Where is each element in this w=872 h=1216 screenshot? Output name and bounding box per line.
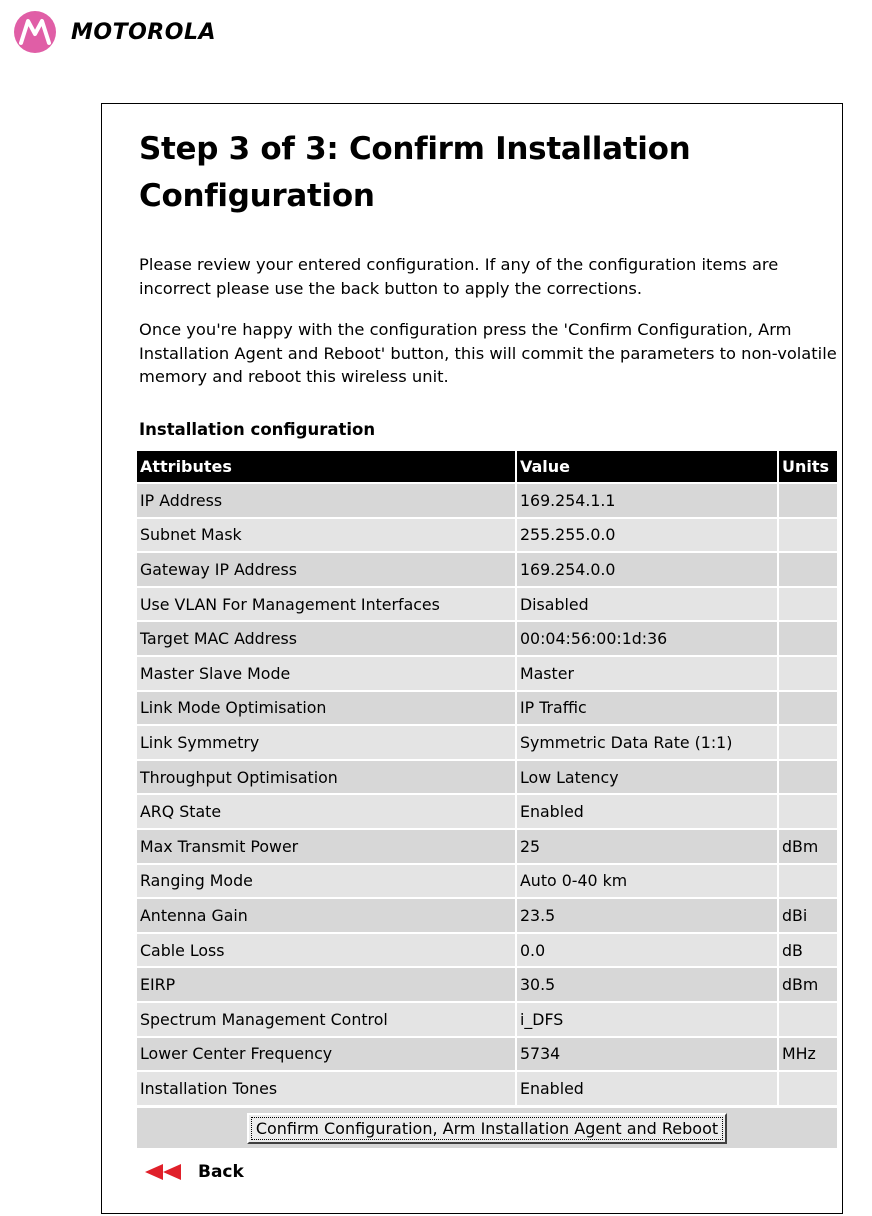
- attribute-cell: Link Mode Optimisation: [137, 692, 515, 725]
- attribute-cell: EIRP: [137, 968, 515, 1001]
- attribute-cell: Max Transmit Power: [137, 830, 515, 863]
- value-cell: Auto 0-40 km: [517, 865, 777, 898]
- value-cell: 25: [517, 830, 777, 863]
- value-cell: Master: [517, 657, 777, 690]
- motorola-batwing-icon: [13, 10, 57, 54]
- value-cell: 00:04:56:00:1d:36: [517, 622, 777, 655]
- table-row: [137, 934, 837, 967]
- column-header-attributes: Attributes: [137, 451, 515, 482]
- attribute-cell: Link Symmetry: [137, 726, 515, 759]
- value-cell: 0.0: [517, 934, 777, 967]
- units-cell: [779, 795, 837, 828]
- units-cell: [779, 622, 837, 655]
- instructions-review: Please review your entered configuration. If any of the configuration items are incorrect please use the back button to apply the corrections.: [139, 255, 779, 298]
- units-cell: MHz: [779, 1038, 837, 1071]
- units-cell: [779, 553, 837, 586]
- value-cell: Enabled: [517, 1072, 777, 1105]
- attribute-cell: Gateway IP Address: [137, 553, 515, 586]
- value-cell: 255.255.0.0: [517, 519, 777, 552]
- attribute-cell: ARQ State: [137, 795, 515, 828]
- installation-config-table: [135, 449, 839, 1107]
- table-row: [137, 1038, 837, 1071]
- attribute-cell: Ranging Mode: [137, 865, 515, 898]
- table-row: [137, 830, 837, 863]
- units-cell: [779, 1072, 837, 1105]
- table-row: [137, 726, 837, 759]
- confirm-reboot-button[interactable]: Confirm Configuration, Arm Installation Agent and Reboot: [247, 1113, 727, 1144]
- back-label: Back: [198, 1162, 244, 1182]
- section-heading: Installation configuration: [139, 420, 376, 439]
- table-row: [137, 484, 837, 517]
- table-row: [137, 657, 837, 690]
- value-cell: IP Traffic: [517, 692, 777, 725]
- value-cell: Low Latency: [517, 761, 777, 794]
- attribute-cell: IP Address: [137, 484, 515, 517]
- units-cell: dBm: [779, 830, 837, 863]
- attribute-cell: Throughput Optimisation: [137, 761, 515, 794]
- content-frame: [101, 103, 843, 1214]
- value-cell: Disabled: [517, 588, 777, 621]
- table-row: [137, 622, 837, 655]
- table-header-row: [137, 451, 837, 482]
- units-cell: [779, 1003, 837, 1036]
- table-row: [137, 553, 837, 586]
- attribute-cell: Master Slave Mode: [137, 657, 515, 690]
- value-cell: 5734: [517, 1038, 777, 1071]
- table-row: [137, 1003, 837, 1036]
- value-cell: Symmetric Data Rate (1:1): [517, 726, 777, 759]
- back-link[interactable]: [143, 1160, 244, 1184]
- table-row: [137, 968, 837, 1001]
- brand-name: MOTOROLA: [71, 19, 216, 45]
- table-row: [137, 795, 837, 828]
- column-header-units: Units: [779, 451, 837, 482]
- units-cell: [779, 519, 837, 552]
- value-cell: 169.254.0.0: [517, 553, 777, 586]
- table-row: [137, 692, 837, 725]
- units-cell: [779, 761, 837, 794]
- column-header-value: Value: [517, 451, 777, 482]
- page-title: Step 3 of 3: Confirm Installation Configuration: [139, 131, 691, 214]
- attribute-cell: Lower Center Frequency: [137, 1038, 515, 1071]
- table-row: [137, 519, 837, 552]
- attribute-cell: Subnet Mask: [137, 519, 515, 552]
- value-cell: i_DFS: [517, 1003, 777, 1036]
- attribute-cell: Installation Tones: [137, 1072, 515, 1105]
- value-cell: Enabled: [517, 795, 777, 828]
- units-cell: dBi: [779, 899, 837, 932]
- table-row: [137, 865, 837, 898]
- units-cell: dB: [779, 934, 837, 967]
- button-bar: [137, 1108, 837, 1148]
- value-cell: 169.254.1.1: [517, 484, 777, 517]
- units-cell: [779, 726, 837, 759]
- table-row: [137, 588, 837, 621]
- table-row: [137, 761, 837, 794]
- units-cell: [779, 865, 837, 898]
- units-cell: [779, 588, 837, 621]
- units-cell: [779, 484, 837, 517]
- brand-header: [13, 9, 216, 55]
- instructions-confirm: Once you're happy with the configuration press the 'Confirm Configuration, Arm Installation Agent and Reboot' button, this will commit the parameters to non-volatile memory and reboot this wireless unit.: [139, 320, 837, 386]
- value-cell: 30.5: [517, 968, 777, 1001]
- value-cell: 23.5: [517, 899, 777, 932]
- units-cell: [779, 657, 837, 690]
- attribute-cell: Cable Loss: [137, 934, 515, 967]
- attribute-cell: Use VLAN For Management Interfaces: [137, 588, 515, 621]
- units-cell: [779, 692, 837, 725]
- attribute-cell: Spectrum Management Control: [137, 1003, 515, 1036]
- units-cell: dBm: [779, 968, 837, 1001]
- table-row: [137, 1072, 837, 1105]
- attribute-cell: Antenna Gain: [137, 899, 515, 932]
- double-left-arrow-icon: [143, 1160, 185, 1184]
- table-row: [137, 899, 837, 932]
- attribute-cell: Target MAC Address: [137, 622, 515, 655]
